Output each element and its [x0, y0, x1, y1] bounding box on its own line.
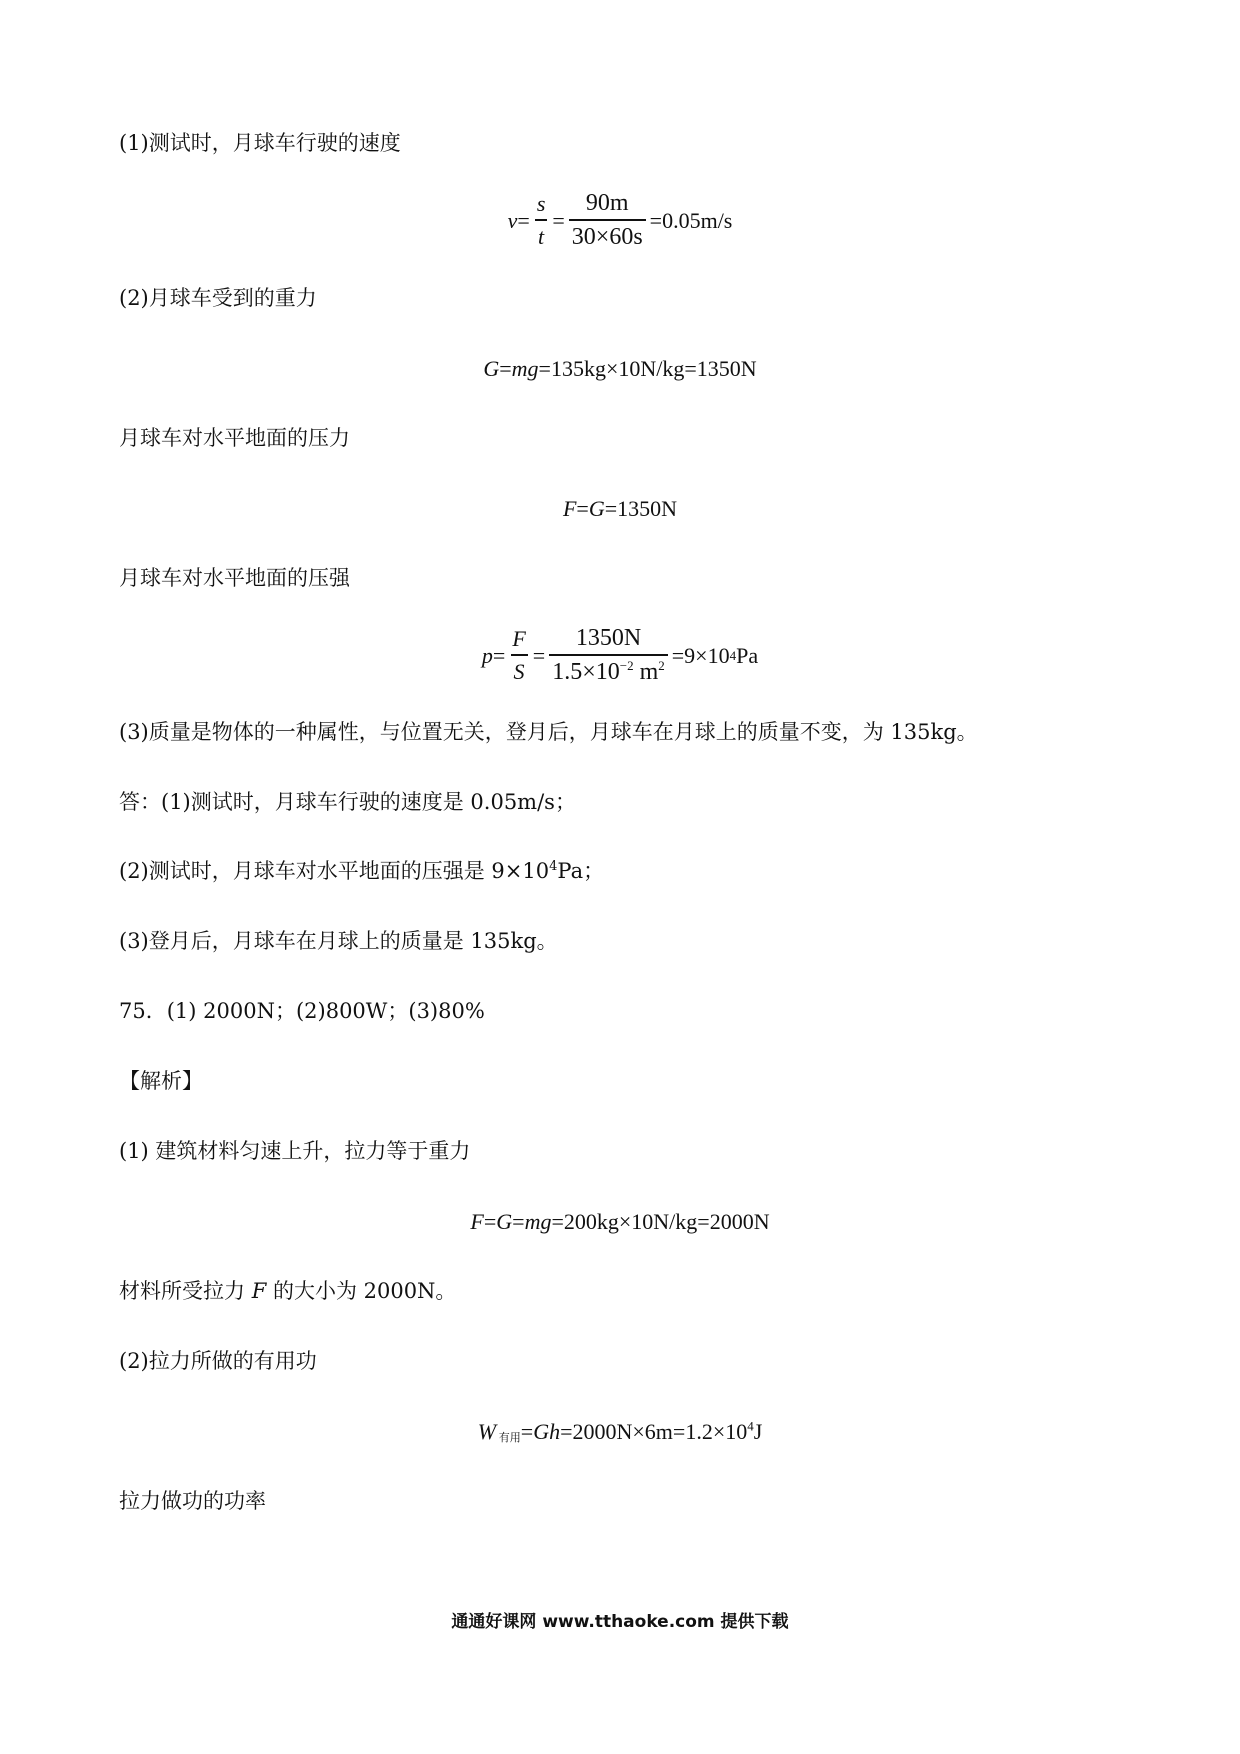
area-base: 1.5×10	[552, 659, 620, 685]
equals-sign: =	[520, 1419, 534, 1444]
text-line-2: (2)月球车受到的重力	[119, 286, 317, 310]
var-G: G	[496, 1209, 513, 1234]
text-line-4: 月球车对水平地面的压强	[119, 566, 350, 590]
fraction-force-over-area	[549, 625, 668, 686]
formula-pressure: p = $\frac{F}{S}$ = $\frac{1350N}{1.5\times 10^{-2} m^2}$ =9×10 4 Pa	[481, 625, 759, 685]
numerator-s: s	[536, 191, 546, 216]
work-unit: J	[753, 1419, 763, 1444]
var-mg: mg	[524, 1209, 552, 1234]
text-line-12b: 的大小为 2000N。	[266, 1279, 457, 1303]
text-line-13: (2)拉力所做的有用功	[119, 1349, 317, 1373]
equals-sign: =	[499, 356, 512, 381]
var-Gh: Gh	[533, 1419, 561, 1444]
text-line-12a: 材料所受拉力	[119, 1279, 252, 1303]
work-exponent: 4	[747, 1418, 754, 1434]
work-result: =2000N×6m=1.2×10	[560, 1419, 748, 1444]
pressure-result: =9×10	[671, 642, 730, 668]
text-line-5: (3)质量是物体的一种属性，与位置无关，登月后，月球车在月球上的质量不变，为 135kg。	[119, 720, 978, 744]
fraction-s-over-t	[534, 191, 549, 250]
speed-result: =0.05m/s	[649, 207, 733, 233]
text-line-10: 【解析】	[119, 1069, 203, 1093]
denominator-t: t	[535, 219, 547, 250]
var-G: G	[483, 356, 500, 381]
area-exponent: −2	[619, 658, 634, 673]
var-p: p	[481, 642, 493, 668]
text-line-7	[119, 857, 604, 885]
var-mg: mg	[511, 356, 539, 381]
denominator-time: 30×60s	[569, 219, 646, 251]
equals-sign: =	[512, 1209, 525, 1234]
equals-sign: =	[492, 642, 506, 668]
text-line-7b: Pa；	[557, 859, 605, 883]
pressure-unit: Pa	[736, 642, 759, 668]
tension-result: =200kg×10N/kg=2000N	[551, 1209, 770, 1234]
area-unit-exponent: 2	[658, 658, 665, 673]
text-line-12	[119, 1277, 456, 1305]
area-unit: m	[633, 659, 659, 685]
text-line-8: (3)登月后，月球车在月球上的质量是 135kg。	[119, 929, 558, 953]
fraction-distance-over-time	[569, 190, 646, 251]
numerator-1350N: 1350N	[575, 625, 642, 651]
equals-sign: =	[517, 207, 530, 233]
numerator-90m: 90m	[585, 190, 629, 216]
force-result: =1350N	[604, 496, 678, 521]
equals-sign: =	[552, 207, 565, 233]
page-footer: 通通好课网 www.tthaoke.com 提供下载	[451, 1612, 789, 1632]
denominator-S: S	[511, 654, 528, 685]
equals-sign: =	[483, 1209, 497, 1234]
gravity-result: =135kg×10N/kg=1350N	[538, 356, 757, 381]
numerator-F: F	[512, 626, 526, 651]
formula-pressure-force	[0, 495, 1240, 523]
subscript-useful: 有用	[496, 1432, 521, 1444]
text-line-7-exponent: 4	[549, 859, 558, 874]
formula-speed	[0, 190, 1240, 251]
text-line-11: (1) 建筑材料匀速上升，拉力等于重力	[119, 1139, 471, 1163]
formula-gravity	[0, 355, 1240, 383]
text-line-9: 75．(1) 2000N；(2)800W；(3)80%	[119, 999, 485, 1023]
var-F: F	[251, 1279, 267, 1303]
formula-tension	[0, 1208, 1240, 1236]
formula-useful-work	[0, 1418, 1240, 1452]
var-v: v	[507, 207, 518, 233]
var-F: F	[562, 496, 577, 521]
equals-sign: =	[576, 496, 589, 521]
text-line-3: 月球车对水平地面的压力	[119, 426, 350, 450]
text-line-1: (1)测试时，月球车行驶的速度	[119, 131, 401, 155]
equals-sign: =	[532, 642, 546, 668]
text-line-6: 答：(1)测试时，月球车行驶的速度是 0.05m/s；	[119, 790, 576, 814]
text-line-7a: (2)测试时，月球车对水平地面的压强是 9×10	[119, 859, 550, 883]
var-G: G	[588, 496, 605, 521]
fraction-F-over-S	[509, 626, 528, 685]
denominator-area	[549, 654, 668, 686]
var-F: F	[470, 1209, 484, 1234]
text-line-14: 拉力做功的功率	[119, 1489, 266, 1513]
var-W: W	[477, 1419, 497, 1444]
